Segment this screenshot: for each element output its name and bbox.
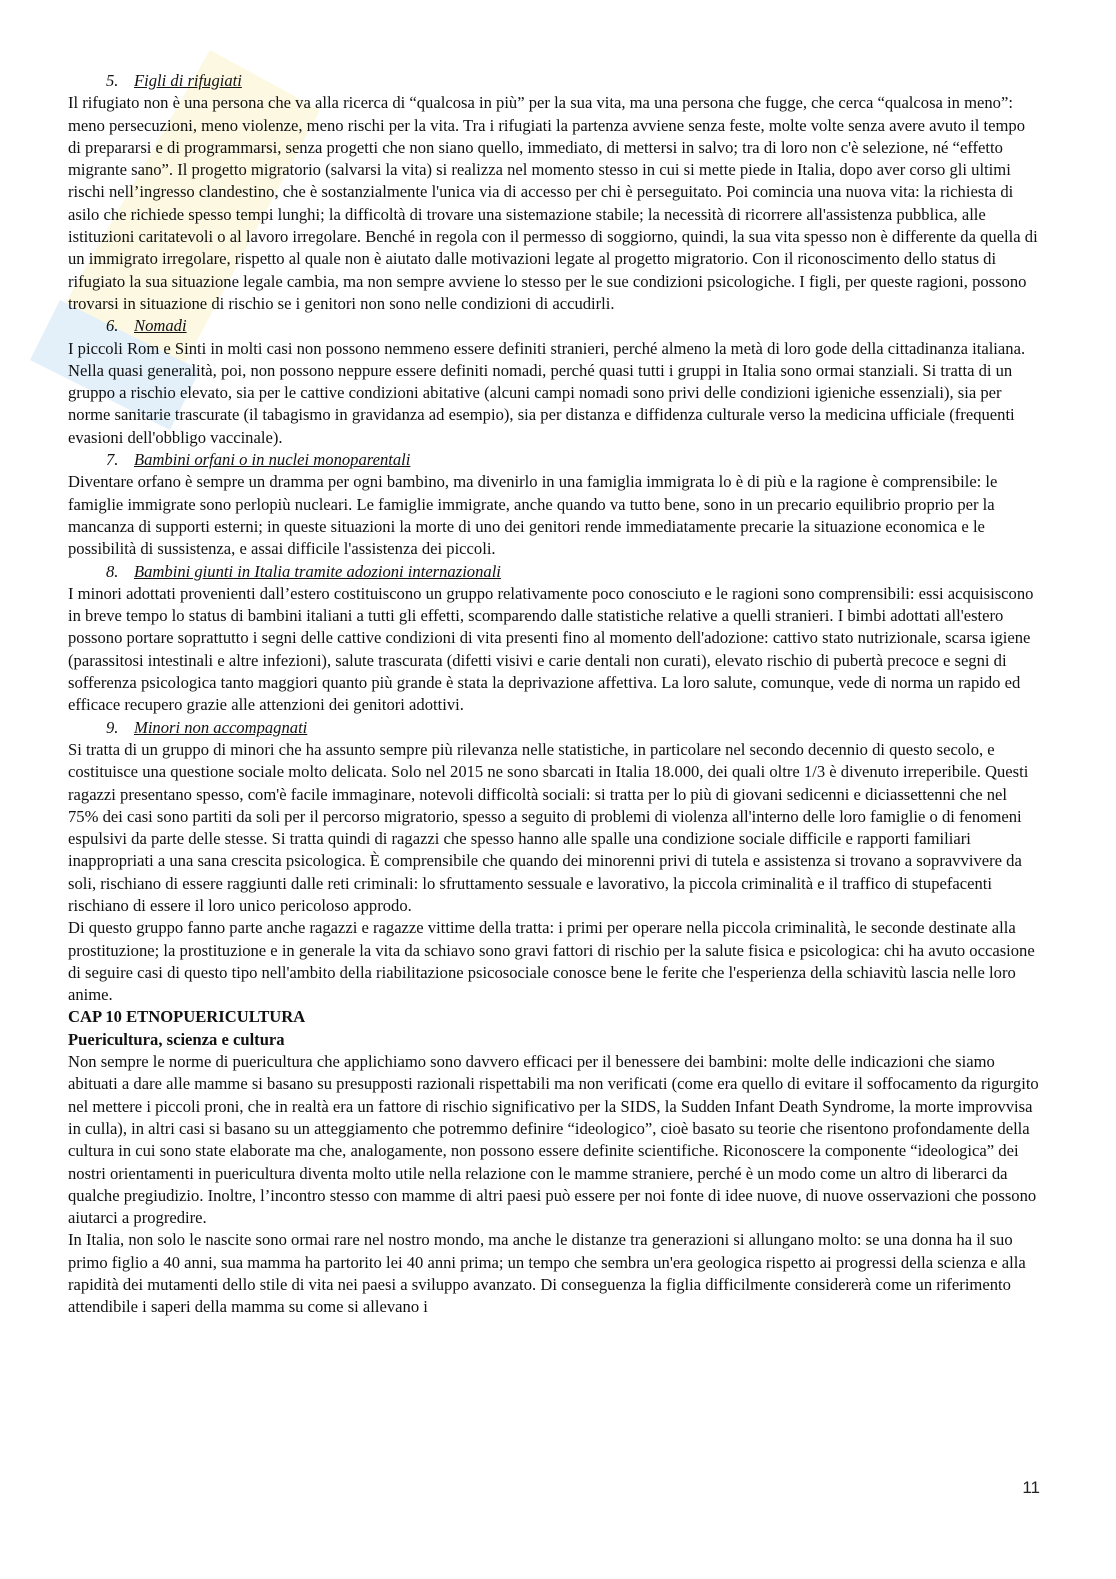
chapter-subtitle: Puericultura, scienza e cultura <box>68 1029 285 1049</box>
chapter-paragraph-1: Non sempre le norme di puericultura che applichiamo sono davvero efficaci per il benessere dei bambini: molte delle indicazioni che siamo abituati a dare alle mamme si basano su presupposti razionali rispettabili ma non verificati (come era quello di evitare il soffocamento da rigurgito nel mettere i piccoli proni, che in realtà era un fattore di rischio significativo per la SIDS, la Sudden Infant Death Syndrome, la morte improvvisa in culla), in altri casi si basano su un atteggiamento che potremmo definire “ideologico”, cioè basato su teorie che risentono profondamente della cultura in cui sono state elaborate ma che, analogamente, non possono essere definite scientifiche. Riconoscere la componente “ideologica” dei nostri orientamenti in puericultura diventa molto utile nella relazione con le mamme straniere, perché è un modo come un altro di liberarci da qualche pregiudizio. Inoltre, l’incontro stesso con mamme di altri paesi può essere per noi fonte di idee nuove, di nuove osservazioni che possono aiutarci a progredire. <box>68 1052 1039 1228</box>
section-body-8: I minori adottati provenienti dall’estero costituiscono un gruppo relativamente poco conosciuto e le ragioni sono comprensibili: essi acquisiscono in breve tempo lo status di bambini italiani a tutti gli effetti, scomparendo dalle statistiche relative a quelli stranieri. I bimbi adottati all'estero possono portare soprattutto i segni delle cattive condizioni di vita presenti fino al momento dell'adozione: cattivo stato nutrizionale, scarsa igiene (parassitosi intestinali e altre infezioni), salute trascurata (difetti visivi e carie dentali non curati), elevato rischio di pubertà precoce e segni di sofferenza psicologica tanto maggiori quanto più grande è stata la deprivazione affettiva. La loro salute, comunque, vede di norma un rapido ed efficace recupero grazie alle attenzioni dei genitori adottivi. <box>68 583 1034 715</box>
section-heading-7: 7. Bambini orfani o in nuclei monoparentali <box>106 450 411 470</box>
section-body-9-continued: Di questo gruppo fanno parte anche ragazzi e ragazze vittime della tratta: i primi per operare nella piccola criminalità, le seconde destinate alla prostituzione; la prostituzione e in generale la vita da schiavo sono gravi fattori di rischio per la salute fisica e psicologica: chi ha avuto occasione di seguire casi di questo tipo nell'ambito della riabilitazione psicosociale conosce bene le ferite che l'esperienza della schiavitù lascia nelle loro anime. <box>68 918 1035 1005</box>
chapter-paragraph-2: In Italia, non solo le nascite sono ormai rare nel nostro mondo, ma anche le distanze tra generazioni si allungano molto: se una donna ha il suo primo figlio a 40 anni, sua mamma ha partorito lei 40 anni prima; un tempo che sembra un'era geologica rispetto ai progressi della scienza e alla rapidità dei mutamenti dello stile di vita nei paesi a sviluppo avanzato. Di conseguenza la figlia difficilmente considererà come un riferimento attendibile i saperi della mamma su come si allevano i <box>68 1230 1026 1317</box>
section-body-7: Diventare orfano è sempre un dramma per ogni bambino, ma divenirlo in una famiglia immigrata lo è di più e la ragione è comprensibile: le famiglie immigrate sono perlopiù nucleari. Le famiglie immigrate, anche quando va tutto bene, sono in un precario equilibrio proprio per la mancanza di supporti esterni; in queste situazioni la morte di uno dei genitori rende immediatamente precarie la situazione economica e le possibilità di sussistenza, e assai difficile l'assistenza dei piccoli. <box>68 472 998 559</box>
section-heading-6: 6. Nomadi <box>106 316 187 336</box>
section-heading-9: 9. Minori non accompagnati <box>106 717 308 737</box>
page-number: 11 <box>1022 1478 1040 1497</box>
section-heading-5: 5. Figli di rifugiati <box>106 71 242 90</box>
section-heading-8: 8. Bambini giunti in Italia tramite adozioni internazionali <box>106 561 501 581</box>
section-body-5: Il rifugiato non è una persona che va alla ricerca di “qualcosa in più” per la sua vita, ma una persona che fugge, che cerca “qualcosa in meno”: meno persecuzioni, meno violenze, meno rischi per la vita. Tra i rifugiati la partenza avviene senza feste, molte volte senza avere avuto il tempo di prepararsi e di programmarsi, senza progetti che non siano quello, immediato, di mettersi in salvo; tra di loro non c'è selezione, né “effetto migrante sano”. Il progetto migratorio (salvarsi la vita) si realizza nel momento stesso in cui si mette piede in Italia, dopo aver corso gli ultimi rischi nell’ingresso clandestino, che è sostanzialmente l'unica via di accesso per chi è perseguitato. Poi comincia una nuova vita: la richiesta di asilo che richiede spesso tempi lunghi; la difficoltà di trovare una sistemazione stabile; la necessità di ricorrere all'assistenza pubblica, alle istituzioni caritatevoli o al lavoro irregolare. Benché in regola con il permesso di soggiorno, quindi, la sua vita spesso non è differente da quella di un immigrato irregolare, rispetto al quale non è aiutato dalle motivazioni legate al progetto migratorio. Con il riconoscimento dello status di rifugiato la sua situazione legale cambia, ma non sempre avviene lo stesso per le sue condizioni psicologiche. I figli, per queste ragioni, possono trovarsi in situazione di rischio se i genitori non sono nelle condizioni di accudirli. <box>68 93 1038 313</box>
chapter-title: CAP 10 ETNOPUERICULTURA <box>68 1007 306 1027</box>
page-content <box>68 70 1040 1319</box>
section-body-9: Si tratta di un gruppo di minori che ha assunto sempre più rilevanza nelle statistiche, in particolare nel secondo decennio di questo secolo, e costituisce una questione sociale molto delicata. Solo nel 2015 ne sono sbarcati in Italia 18.000, dei quali oltre 1/3 è divenuto irreperibile. Questi ragazzi presentano spesso, com'è facile immaginare, notevoli difficoltà sociali: si tratta per lo più di giovani sedicenni e diciassettenni che nel 75% dei casi sono partiti da soli per il percorso migratorio, spesso a seguito di problemi di violenza all'interno delle loro famiglie o di fenomeni espulsivi da parte delle stesse. Si tratta quindi di ragazzi che spesso hanno alle spalle una condizione sociale difficile e rapporti familiari inappropriati a una sana crescita psicologica. È comprensibile che quando dei minorenni privi di tutela e assistenza si trovano a sopravvivere da soli, rischiano di essere raggiunti dalle reti criminali: lo sfruttamento sessuale e lavorativo, la piccola criminalità e il traffico di stupefacenti rischiano di essere il loro unico pericoloso approdo. <box>68 739 1029 915</box>
section-body-6: I piccoli Rom e Sinti in molti casi non possono nemmeno essere definiti stranieri, perché almeno la metà di loro gode della cittadinanza italiana. Nella quasi generalità, poi, non possono neppure essere definiti nomadi, perché quasi tutti i gruppi in Italia sono ormai stanziali. Si tratta di un gruppo a rischio elevato, sia per le cattive condizioni abitative (alcuni campi nomadi sono privi delle condizioni igieniche essenziali), sia per norme sanitarie trascurate (il tabagismo in gravidanza ad esempio), sia per distanza e diffidenza culturale verso la medicina ufficiale (frequenti evasioni dell'obbligo vaccinale). <box>68 338 1026 447</box>
